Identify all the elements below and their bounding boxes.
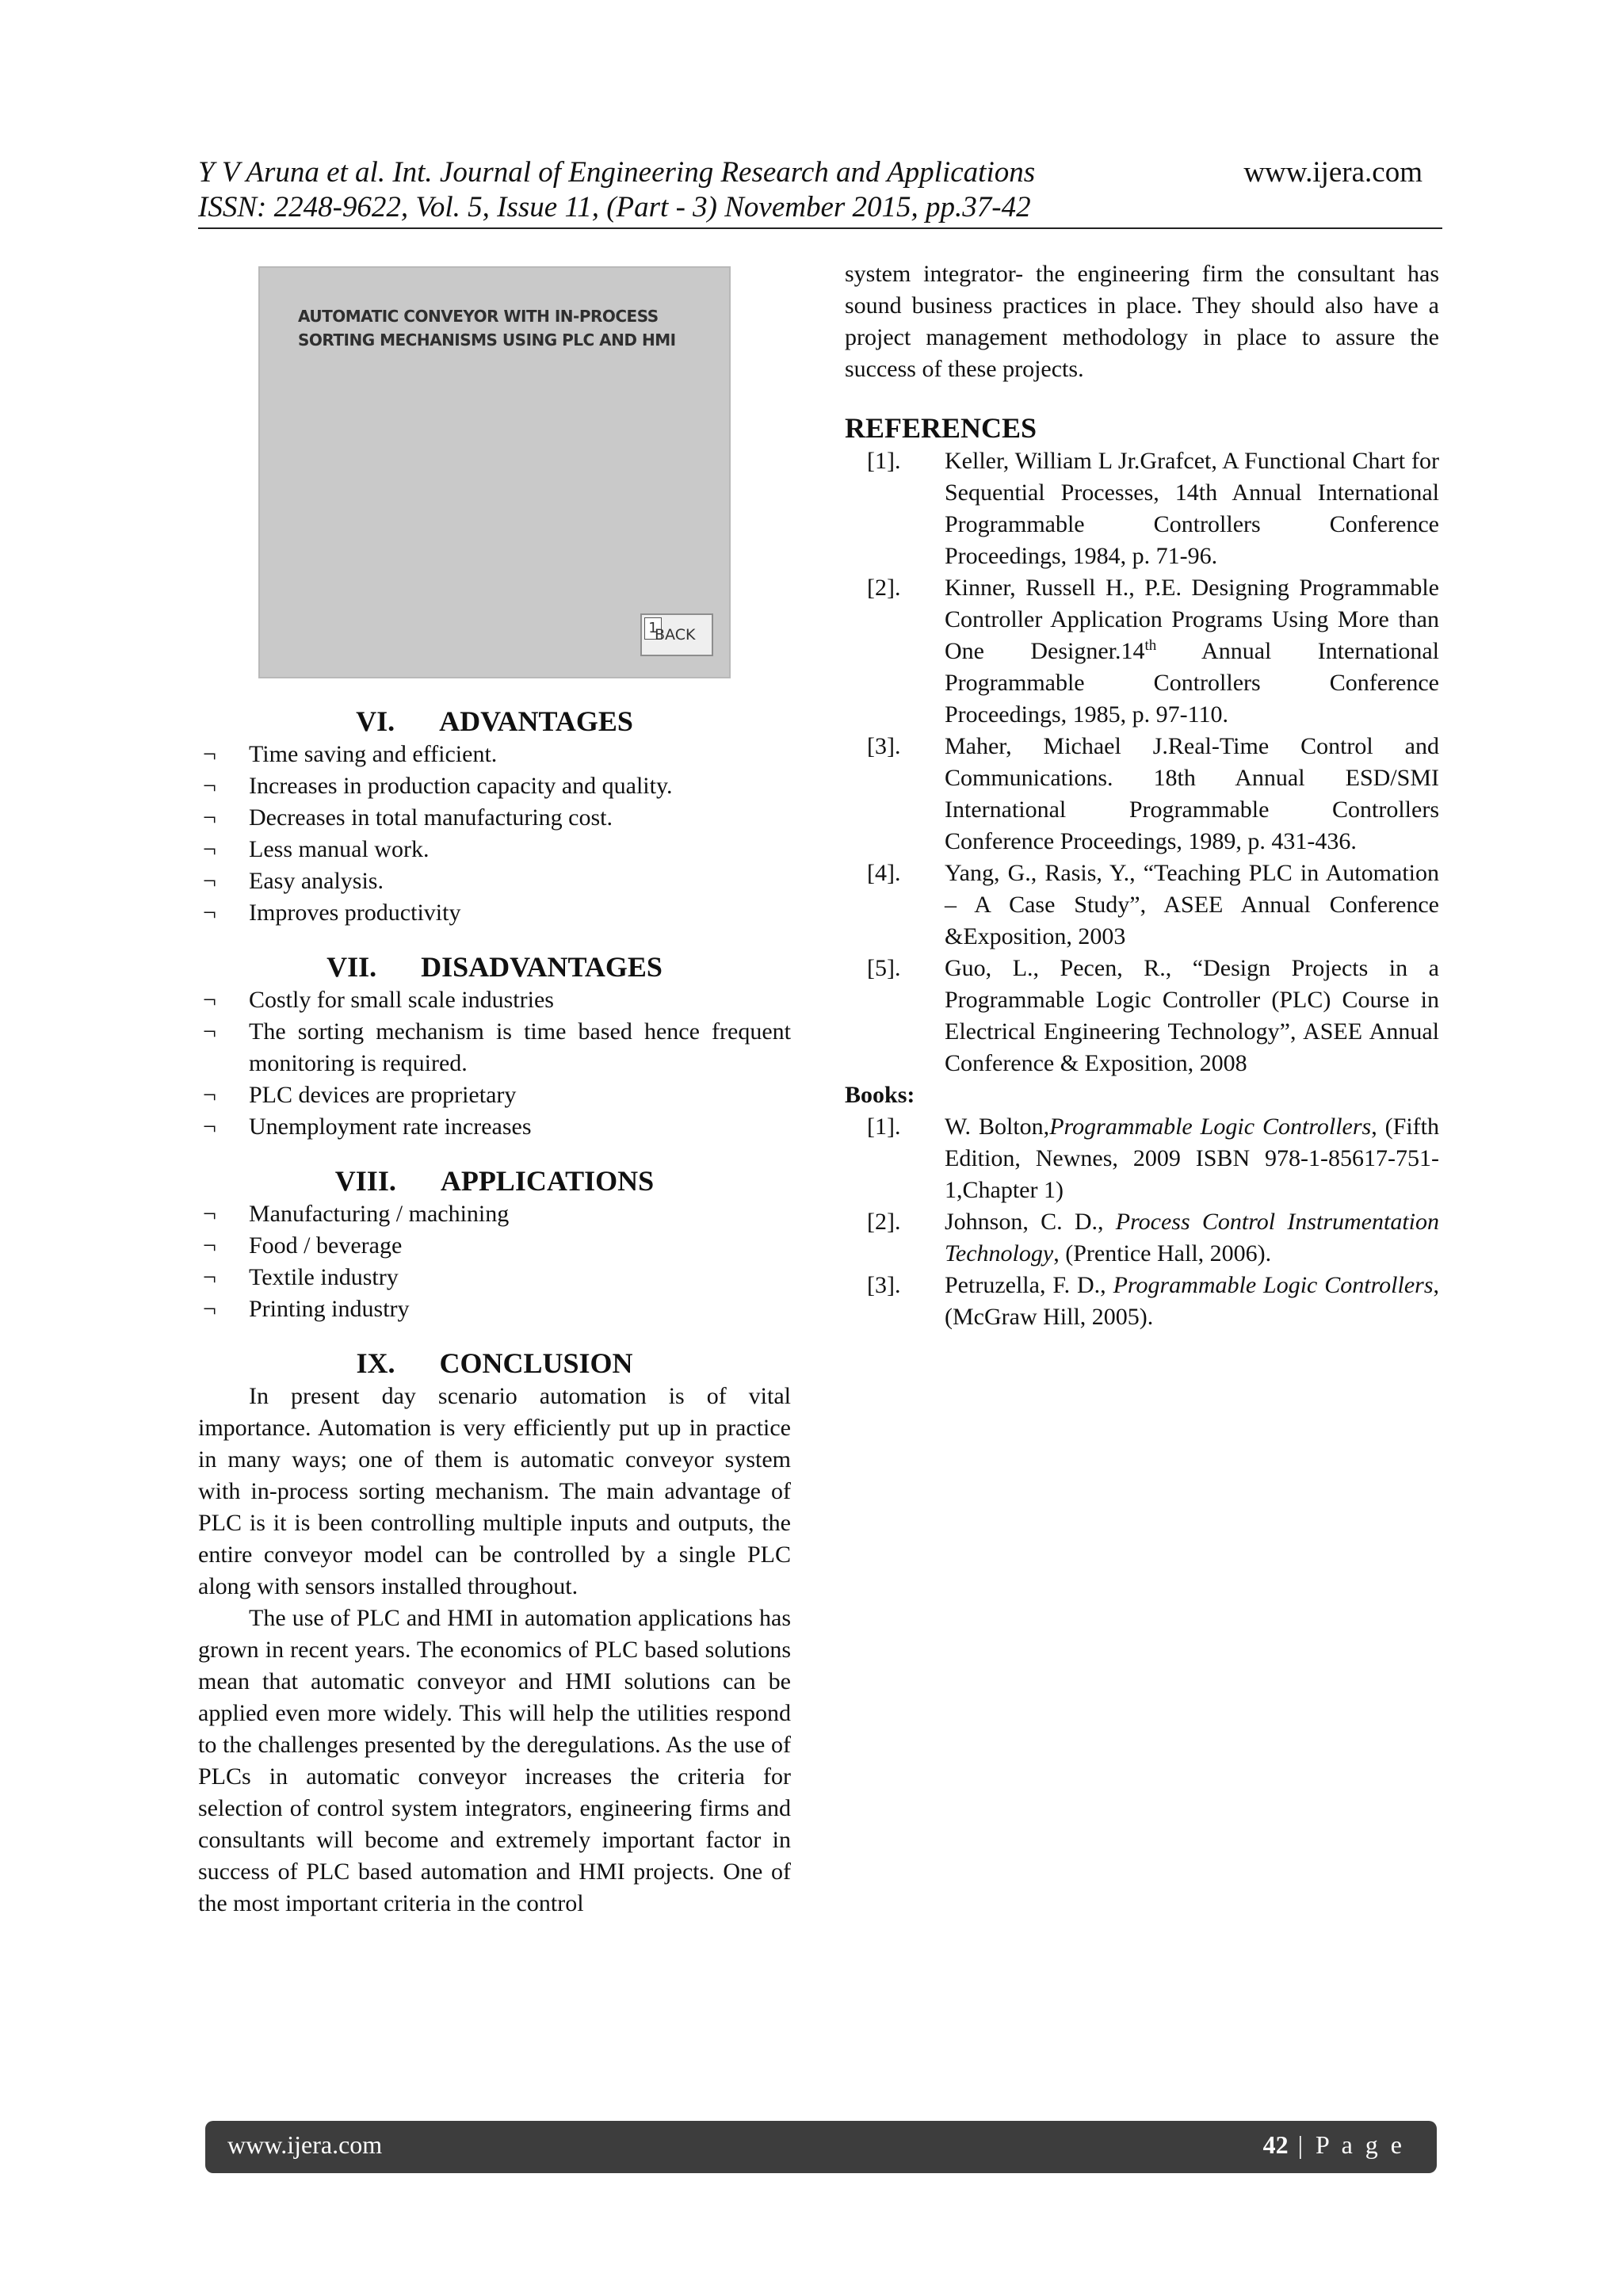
bullet-icon: ¬: [203, 836, 216, 862]
page-footer: [205, 2121, 1437, 2173]
hmi-back-label: BACK: [655, 626, 696, 644]
list-item: ¬ Manufacturing / machining: [198, 1198, 791, 1230]
list-item: ¬ Unemployment rate increases: [198, 1111, 791, 1143]
header-divider: [198, 227, 1442, 229]
list-item: ¬ Increases in production capacity and quality.: [198, 770, 791, 802]
list-item: ¬ Costly for small scale industries: [198, 984, 791, 1016]
reference-item: [5]. Guo, L., Pecen, R., “Design Projects in a Programmable Logic Controller (PLC) Course in Electrical Engineering Technology”, ASEE Annual Conference & Exposition, 2008: [867, 955, 1439, 1076]
advantages-heading: [198, 704, 791, 739]
hmi-back-button: [640, 613, 713, 656]
list-item: ¬ Textile industry: [198, 1262, 791, 1293]
section-number: VI.: [356, 705, 395, 737]
conclusion-paragraph-2: The use of PLC and HMI in automation applications has grown in recent years. The economics of PLC based solutions mean that automatic conveyor and HMI solutions can be applied even more widely. This will help the utilities respond to the challenges presented by the deregulations. As the use of PLCs in automatic conveyor increases the criteria for selection of control system integrators, engineering firms and consultants will become and extremely important factor in success of PLC based automation and HMI projects. One of the most important criteria in the control: [198, 1605, 791, 1916]
applications-heading: [198, 1163, 791, 1198]
list-item: ¬ Printing industry: [198, 1293, 791, 1325]
disadvantages-heading: [198, 949, 791, 984]
issn-line: ISSN: 2248-9622, Vol. 5, Issue 11, (Part - 3) November 2015, pp.37-42: [198, 191, 1031, 223]
section-number: VII.: [327, 951, 377, 983]
bullet-icon: ¬: [203, 1232, 216, 1259]
page-number-label: 42 | P a g e: [1262, 2130, 1405, 2159]
reference-item: [2]. Kinner, Russell H., P.E. Designing Programmable Controller Application Programs Using More than One Designer.14th Annual International Programmable Controllers Conference Proceedings, 1985, p. 97-110.: [867, 575, 1439, 728]
book-item: [3]. Petruzella, F. D., Programmable Logic Controllers, (McGraw Hill, 2005).: [867, 1272, 1440, 1330]
book-item: [2]. Johnson, C. D., Process Control Instrumentation Technology, (Prentice Hall, 2006).: [867, 1209, 1439, 1266]
list-item: ¬ The sorting mechanism is time based hence frequent monitoring is required.: [198, 1016, 791, 1079]
bullet-icon: ¬: [203, 1114, 216, 1140]
reference-item: [4]. Yang, G., Rasis, Y., “Teaching PLC in Automation – A Case Study”, ASEE Annual Conference &Exposition, 2003: [867, 860, 1439, 949]
bullet-icon: ¬: [203, 1201, 216, 1227]
applications-list: [198, 1198, 791, 1325]
bullet-icon: ¬: [203, 773, 216, 799]
reference-item: [3]. Maher, Michael J.Real-Time Control and Communications. 18th Annual ESD/SMI International Programmable Controllers Conference Proceedings, 1989, p. 431-436.: [867, 733, 1439, 854]
list-item: ¬ Food / beverage: [198, 1230, 791, 1262]
section-title: APPLICATIONS: [440, 1165, 655, 1197]
bullet-icon: ¬: [203, 804, 216, 831]
conclusion-continuation: system integrator- the engineering firm the consultant has sound business practices in place. They should also have a project management methodology in place to assure the success of these projects.: [845, 261, 1439, 382]
list-item: ¬ Improves productivity: [198, 897, 791, 929]
right-column: [845, 258, 1439, 1333]
books-list: [845, 1111, 1439, 1333]
advantages-list: [198, 739, 791, 929]
bullet-icon: ¬: [203, 1296, 216, 1322]
section-number: IX.: [356, 1347, 395, 1379]
journal-citation-line: Y V Aruna et al. Int. Journal of Engineering Research and Applications: [198, 156, 1036, 189]
hmi-title-line-1: AUTOMATIC CONVEYOR WITH IN-PROCESS: [298, 307, 659, 326]
list-item: ¬ Time saving and efficient.: [198, 739, 791, 770]
bullet-icon: ¬: [203, 1264, 216, 1290]
running-header: [198, 155, 1442, 225]
footer-website: www.ijera.com: [227, 2130, 383, 2159]
list-item: ¬ Less manual work.: [198, 834, 791, 865]
references-list: [845, 445, 1439, 1079]
section-number: VIII.: [334, 1165, 396, 1197]
hmi-title-line-2: SORTING MECHANISMS USING PLC AND HMI: [298, 330, 676, 350]
book-item: [1]. W. Bolton,Programmable Logic Controllers, (Fifth Edition, Newnes, 2009 ISBN 978-1-85617-751-1,Chapter 1): [867, 1114, 1439, 1203]
hmi-back-number: 1: [644, 617, 662, 640]
conclusion-paragraph-1: In present day scenario automation is of vital importance. Automation is very efficiently put up in practice in many ways; one of them is automatic conveyor system with in-process sorting mechanism. The main advantage of PLC is it is been controlling multiple inputs and outputs, the entire conveyor model can be controlled by a single PLC along with sensors installed throughout.: [198, 1383, 791, 1599]
bullet-icon: ¬: [203, 868, 216, 894]
bullet-icon: ¬: [203, 741, 216, 767]
hmi-screen-title: [298, 304, 710, 352]
page-number: 42: [1262, 2130, 1289, 2159]
left-column: [198, 704, 791, 1920]
bullet-icon: ¬: [203, 1082, 216, 1108]
section-title: CONCLUSION: [439, 1347, 633, 1379]
hmi-screenshot-figure: [258, 266, 731, 678]
bullet-icon: ¬: [203, 1018, 216, 1045]
books-heading: Books:: [845, 1082, 915, 1108]
bullet-icon: ¬: [203, 900, 216, 926]
conclusion-heading: [198, 1346, 791, 1381]
list-item: ¬ PLC devices are proprietary: [198, 1079, 791, 1111]
bullet-icon: ¬: [203, 987, 216, 1013]
references-heading: REFERENCES: [845, 412, 1037, 444]
header-website: www.ijera.com: [1243, 156, 1423, 189]
list-item: ¬ Easy analysis.: [198, 865, 791, 897]
disadvantages-list: [198, 984, 791, 1143]
reference-item: [1]. Keller, William L Jr.Grafcet, A Functional Chart for Sequential Processes, 14th Annual International Programmable Controllers Conference Proceedings, 1984, p. 71-96.: [867, 448, 1439, 569]
section-title: ADVANTAGES: [439, 705, 633, 737]
list-item: ¬ Decreases in total manufacturing cost.: [198, 802, 791, 834]
section-title: DISADVANTAGES: [421, 951, 663, 983]
